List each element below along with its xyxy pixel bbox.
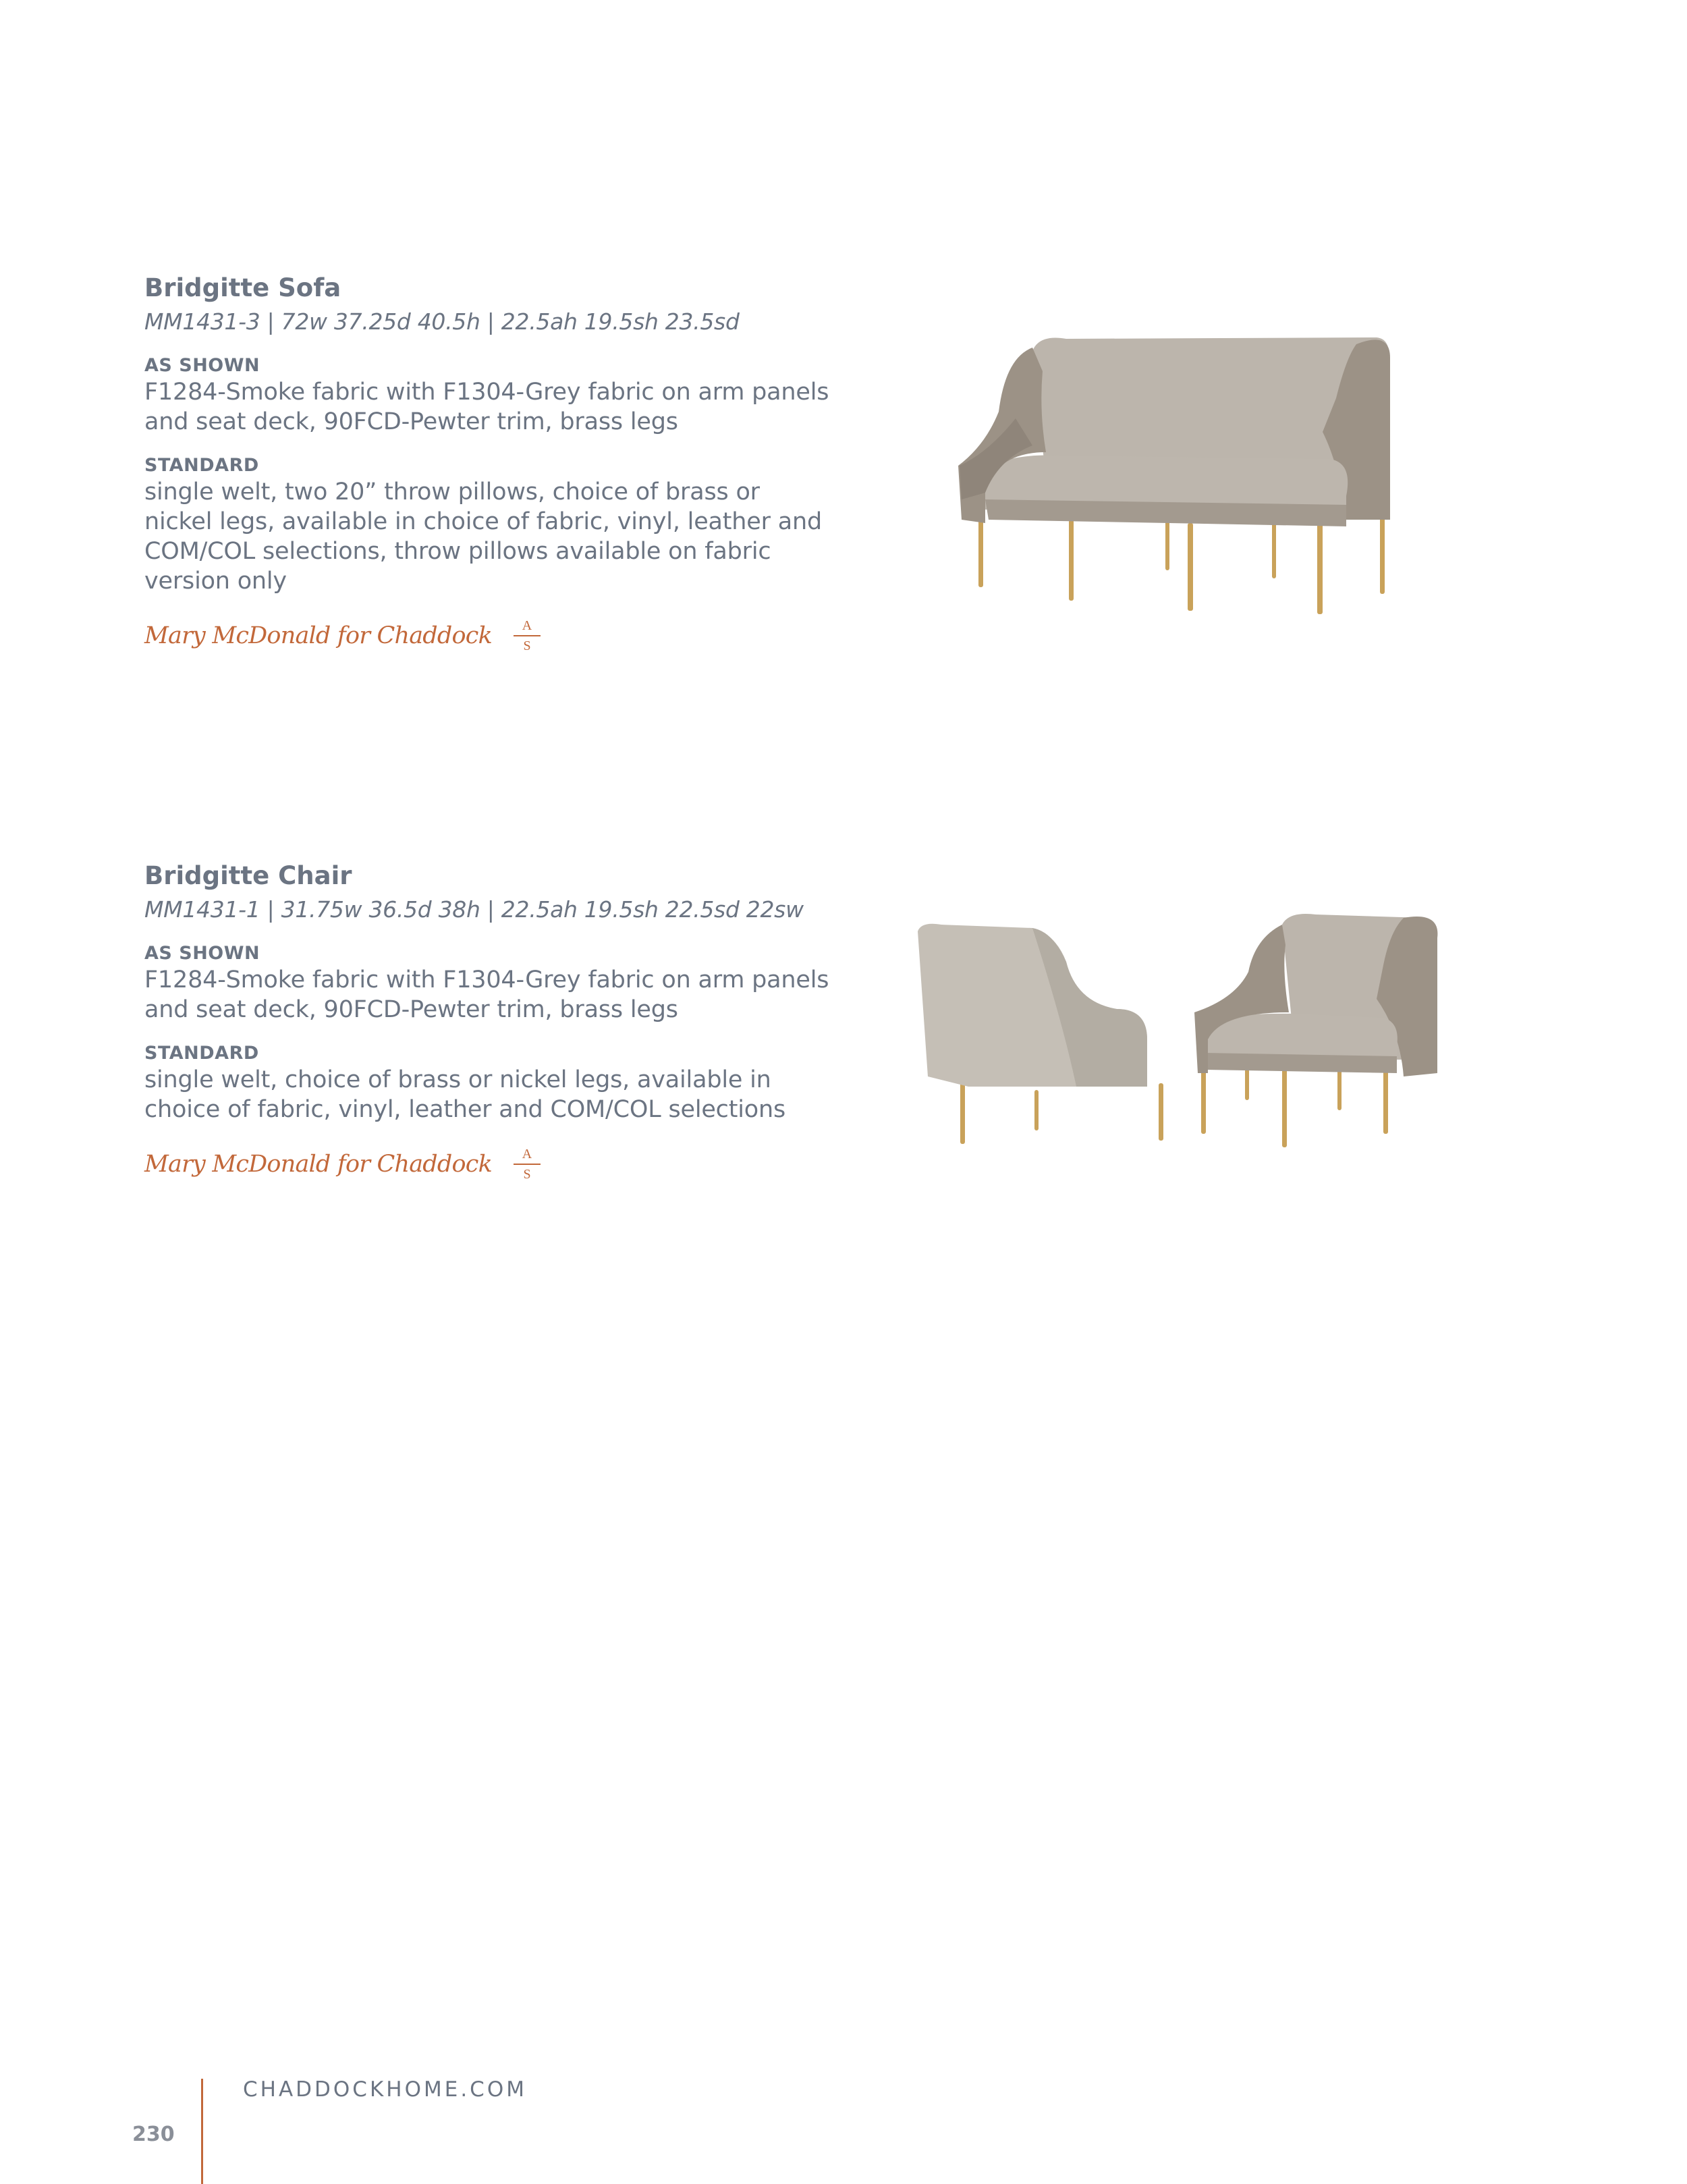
designer-signature (144, 619, 887, 653)
standard-line: version only (144, 568, 287, 595)
standard-line: single welt, two 20” throw pillows, choice of brass or (144, 479, 760, 506)
designer-signature (144, 1147, 887, 1181)
as-shown-text (144, 377, 887, 437)
standard-line: COM/COL selections, throw pillows available on fabric (144, 538, 771, 565)
standard-label: STANDARD (144, 455, 259, 476)
as-shown-label: AS SHOWN (144, 355, 260, 376)
product-chair (144, 861, 887, 1181)
standard-line: single welt, choice of brass or nickel legs, available in (144, 1066, 771, 1093)
as-shown-label: AS SHOWN (144, 943, 260, 964)
designer-name: Mary McDonald for Chaddock (144, 622, 493, 649)
standard-line: nickel legs, available in choice of fabric, vinyl, leather and (144, 508, 822, 535)
badge-top-letter: A (522, 1147, 532, 1162)
product-dimensions: MM1431-1 | 31.75w 36.5d 38h | 22.5ah 19.5sh 22.5sd 22sw (144, 896, 804, 923)
badge-bottom-letter: S (523, 638, 531, 653)
sofa-photo (958, 331, 1431, 628)
footer-website-link[interactable]: CHADDOCKHOME.COM (243, 2077, 527, 2102)
standard-text (144, 477, 887, 596)
as-badge-icon (514, 1147, 541, 1181)
footer-divider (201, 2079, 203, 2184)
badge-top-letter: A (522, 618, 532, 633)
as-badge-icon (514, 619, 541, 653)
as-shown-text (144, 965, 887, 1025)
product-sofa (144, 273, 887, 653)
chair-rear-photo (914, 921, 1184, 1151)
designer-name: Mary McDonald for Chaddock (144, 1151, 493, 1178)
standard-line: choice of fabric, vinyl, leather and COM/COL selections (144, 1096, 785, 1123)
as-shown-line: and seat deck, 90FCD-Pewter trim, brass legs (144, 408, 678, 435)
standard-text (144, 1065, 887, 1124)
as-shown-line: and seat deck, 90FCD-Pewter trim, brass legs (144, 996, 678, 1023)
as-shown-line: F1284-Smoke fabric with F1304-Grey fabric on arm panels (144, 379, 829, 406)
as-shown-line: F1284-Smoke fabric with F1304-Grey fabric on arm panels (144, 966, 829, 993)
product-title: Bridgitte Chair (144, 861, 352, 890)
chair-front-photo (1188, 911, 1451, 1168)
page-number: 230 (132, 2123, 175, 2146)
badge-bottom-letter: S (523, 1167, 531, 1182)
standard-label: STANDARD (144, 1043, 259, 1064)
product-title: Bridgitte Sofa (144, 273, 341, 302)
product-dimensions: MM1431-3 | 72w 37.25d 40.5h | 22.5ah 19.5sh 23.5sd (144, 308, 740, 335)
